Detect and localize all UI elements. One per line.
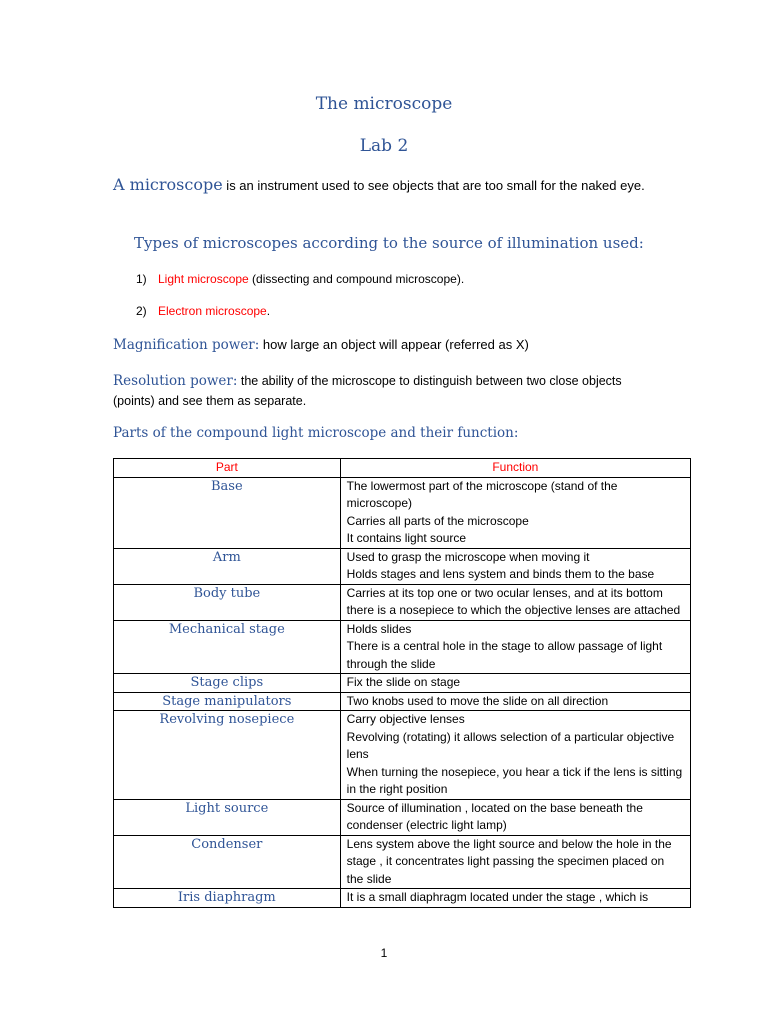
part-name-cell: Revolving nosepiece [114,711,341,800]
function-line: Carries all parts of the microscope [346,513,529,528]
part-name-cell: Arm [114,548,341,584]
function-cell [340,674,690,693]
part-name-cell: Body tube [114,584,341,620]
function-line: Carry objective lenses [346,712,465,726]
table-header-row [114,459,691,478]
magnification-text: how large an object will appear (referred as X) [259,337,529,352]
microscope-definition [113,174,653,197]
function-line: Revolving (rotating) it allows selection of a particular objective lens [346,729,675,761]
function-line: Holds stages and lens system and binds them to the base [346,567,655,581]
function-cell [340,711,690,800]
table-row [114,835,691,889]
table-row [114,889,691,908]
table-row [114,477,691,548]
table-row [114,799,691,835]
definition-text: is an instrument used to see objects that are too small for the naked eye. [222,178,645,193]
type-list-item [136,304,270,318]
type-name: Light microscope [158,272,249,286]
function-cell [340,889,690,908]
magnification-term: Magnification power: [113,337,260,353]
part-name-cell: Stage clips [114,674,341,693]
function-cell [340,584,690,620]
function-line: Two knobs used to move the slide on all direction [346,693,609,708]
document-title: The microscope [315,94,453,114]
table-row [114,711,691,800]
function-cell [340,548,690,584]
table-row [114,584,691,620]
table-row [114,620,691,674]
function-cell [340,835,690,889]
page-number: 1 [380,946,388,960]
type-name: Electron microscope [158,304,267,318]
function-line: Fix the slide on stage [346,675,461,689]
table-row [114,674,691,693]
function-line: When turning the nosepiece, you hear a tick if the lens is sitting in the right position [346,764,683,796]
function-line: The lowermost part of the microscope (stand of the microscope) [346,478,618,510]
function-cell [340,620,690,674]
part-name-cell: Iris diaphragm [114,889,341,908]
resolution-term: Resolution power: [113,373,238,389]
table-row [114,548,691,584]
function-line: Holds slides [346,621,412,636]
table-row [114,692,691,711]
function-line: Used to grasp the microscope when moving it [346,549,590,564]
part-name-cell: Light source [114,799,341,835]
function-line: It is a small diaphragm located under the stage , which is [346,890,649,904]
table-body [114,477,691,907]
resolution-text: the ability of the microscope to distinguish between two close objects (points) and see them as separate. [113,374,622,408]
magnification-definition [113,337,713,353]
function-line: Carries at its top one or two ocular lenses, and at its bottom there is a nosepiece to which the objective lenses are attached [346,585,681,617]
document-subtitle: Lab 2 [359,136,409,156]
definition-term: A microscope [113,175,223,194]
header-part: Part [114,459,341,478]
type-detail: . [266,304,271,318]
types-heading: Types of microscopes according to the source of illumination used: [134,234,644,252]
parts-table [113,458,691,908]
part-name-cell: Base [114,477,341,548]
function-line: Lens system above the light source and below the hole in the stage , it concentrates light passing the specimen placed on the slide [346,836,672,886]
function-line: It contains light source [346,531,467,545]
parts-heading: Parts of the compound light microscope and their function: [113,425,519,441]
list-number: 2) [136,304,147,318]
function-cell [340,477,690,548]
resolution-definition [113,371,653,411]
part-name-cell: Condenser [114,835,341,889]
list-number: 1) [136,272,147,286]
type-detail: (dissecting and compound microscope). [248,272,465,286]
part-name-cell: Stage manipulators [114,692,341,711]
header-function: Function [340,459,690,478]
type-list-item [136,272,464,286]
function-line: Source of illumination , located on the base beneath the condenser (electric light lamp) [346,800,643,832]
part-name-cell: Mechanical stage [114,620,341,674]
function-cell [340,692,690,711]
function-line: There is a central hole in the stage to allow passage of light through the slide [346,639,663,671]
function-cell [340,799,690,835]
